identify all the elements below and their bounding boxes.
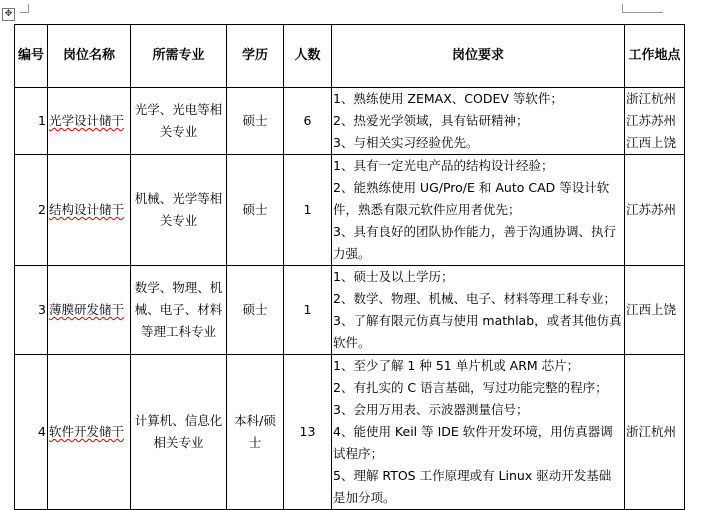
crop-mark-left (20, 4, 29, 13)
requirement-line: 1、熟练使用 ZEMAX、CODEV 等软件； (333, 91, 563, 106)
job-count: 13 (284, 355, 332, 510)
row-num: 2 (15, 155, 48, 266)
header-major: 所需专业 (131, 25, 227, 88)
requirement-line: 3、会用万用表、示波器测量信号； (333, 402, 529, 417)
job-location (625, 88, 685, 155)
requirement-line: 4、能使用 Keil 等 IDE 软件开发环境，用仿真器调试程序； (333, 424, 613, 461)
row-num: 1 (15, 88, 48, 155)
table-row (15, 155, 685, 266)
requirement-line: 2、能熟练使用 UG/Pro/E 和 Auto CAD 等设计软件，熟悉有限元软件应用者优先； (333, 180, 610, 217)
job-degree: 硕士 (227, 155, 284, 266)
job-location (625, 266, 685, 355)
job-title: 软件开发储干 (49, 424, 125, 439)
job-degree: 本科/硕士 (227, 355, 284, 510)
job-requirements (332, 355, 625, 510)
requirement-line: 3、具有良好的团队协作能力，善于沟通协调、执行力强。 (333, 224, 616, 261)
job-location (625, 155, 685, 266)
header-title: 岗位名称 (48, 25, 131, 88)
job-requirements (332, 155, 625, 266)
job-table (14, 24, 685, 510)
job-location (625, 355, 685, 510)
header-row (15, 25, 685, 88)
requirement-line: 3、与相关实习经验优先。 (333, 135, 479, 150)
job-count: 6 (284, 88, 332, 155)
requirement-line: 3、了解有限元仿真与使用 mathlab，或者其他仿真软件。 (333, 313, 622, 350)
header-count: 人数 (284, 25, 332, 88)
header-location: 工作地点 (625, 25, 685, 88)
job-degree: 硕士 (227, 88, 284, 155)
requirement-line: 2、热爱光学领域，具有钻研精神； (333, 113, 529, 128)
job-requirements (332, 266, 625, 355)
requirement-line: 2、有扎实的 C 语言基础，写过功能完整的程序； (333, 380, 608, 395)
table-row (15, 355, 685, 510)
requirement-line: 1、具有一定光电产品的结构设计经验； (333, 158, 554, 173)
header-num: 编号 (15, 25, 48, 88)
job-requirements (332, 88, 625, 155)
header-degree: 学历 (227, 25, 284, 88)
location-line: 江西上饶 (626, 302, 677, 317)
table-move-handle-icon[interactable]: ✥ (2, 8, 15, 21)
location-line: 江苏苏州 (626, 113, 677, 128)
job-count: 1 (284, 155, 332, 266)
job-major: 机械、光学等相关专业 (131, 155, 227, 266)
location-line: 江苏苏州 (626, 202, 677, 217)
job-major: 光学、光电等相关专业 (131, 88, 227, 155)
job-title: 薄膜研发储干 (49, 302, 125, 317)
requirement-line: 1、硕士及以上学历； (333, 269, 454, 284)
job-major: 数学、物理、机械、电子、材料等理工科专业 (131, 266, 227, 355)
job-count: 1 (284, 266, 332, 355)
table-row (15, 88, 685, 155)
row-num: 4 (15, 355, 48, 510)
requirement-line: 2、数学、物理、机械、电子、材料等理工科专业； (333, 291, 616, 306)
job-title: 结构设计储干 (49, 202, 125, 217)
job-major: 计算机、信息化相关专业 (131, 355, 227, 510)
requirement-line: 5、理解 RTOS 工作原理或有 Linux 驱动开发基础是加分项。 (333, 468, 612, 505)
requirement-line: 1、至少了解 1 种 51 单片机或 ARM 芯片； (333, 358, 580, 373)
crop-mark-right (622, 4, 663, 13)
header-requirements: 岗位要求 (332, 25, 625, 88)
table-row (15, 266, 685, 355)
location-line: 浙江杭州 (626, 424, 677, 439)
location-line: 江西上饶 (626, 135, 677, 150)
location-line: 浙江杭州 (626, 91, 677, 106)
job-degree: 硕士 (227, 266, 284, 355)
row-num: 3 (15, 266, 48, 355)
job-title: 光学设计储干 (49, 113, 125, 128)
